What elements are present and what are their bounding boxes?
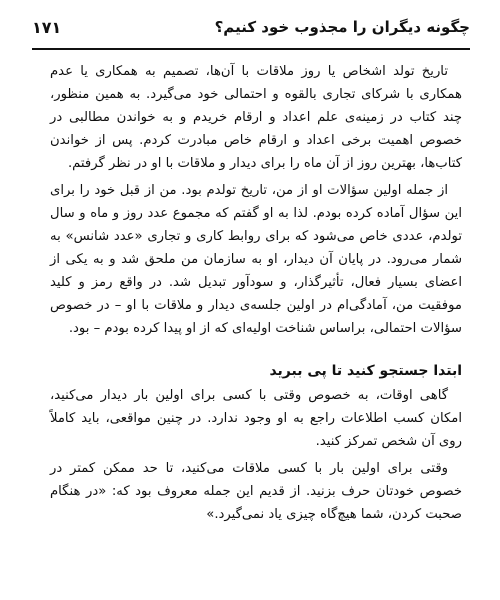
page-number: ۱۷۱ — [32, 18, 62, 37]
paragraph: تاریخ تولد اشخاص یا روز ملاقات با آن‌ها، تصمیم به همکاری یا عدم همکاری با شرکای تجاری بالقوه و احتمالی خود می‌گیرد. به همین منظور، چند کتاب در زمینه‌ی علم اعداد و ارقام خریدم و به خواندن مطالبی در خصوص اهمیت برخی اعداد و ارقام خاص مبادرت کردم. پس از خواندن کتاب‌ها، بهترین روز از آن ماه را برای دیدار و ملاقات با او در نظر گرفتم. — [50, 64, 462, 171]
paragraph: گاهی اوقات، به خصوص وقتی با کسی برای اولین بار دیدار می‌کنید، امکان کسب اطلاعات راجع به او وجود ندارد. در چنین مواقعی، باید کاملاً روی آن شخص تمرکز کنید. — [50, 388, 462, 449]
page-header — [32, 8, 470, 50]
paragraph: وقتی برای اولین بار با کسی ملاقات می‌کنید، تا حد ممکن کمتر در خصوص خودتان حرف بزنید. از قدیم این جمله معروف بود که: «در هنگام صحبت کردن، شما هیچ‌گاه چیزی یاد نمی‌گیرد.» — [50, 461, 462, 522]
running-title: چگونه دیگران را مجذوب خود کنیم؟ — [214, 18, 470, 36]
paragraph: از جمله اولین سؤالات او از من، تاریخ تولدم بود. من از قبل خود را برای این سؤال آماده کرده بودم. لذا به او گفتم که مجموع عدد روز و ماه و سال تولدم، عددی خاص می‌شود که برای روابط کاری و تجاری «عدد شانس» به شمار می‌رود. در پایان آن دیدار، او به سازمان من ملحق شد و به یکی از اعضای بسیار فعال، تأثیرگذار، و سودآور تبدیل شد. در واقع رمز و کلید موفقیت من، آمادگی‌ام در اولین جلسه‌ی دیدار و ملاقات با او – در خصوص سؤالات احتمالی، براساس شناخت اولیه‌ای که از او پیدا کرده بودم – بود. — [50, 183, 462, 336]
body-text — [50, 60, 462, 526]
section-heading: ابتدا جستجو کنید تا پی ببرید — [269, 363, 462, 379]
